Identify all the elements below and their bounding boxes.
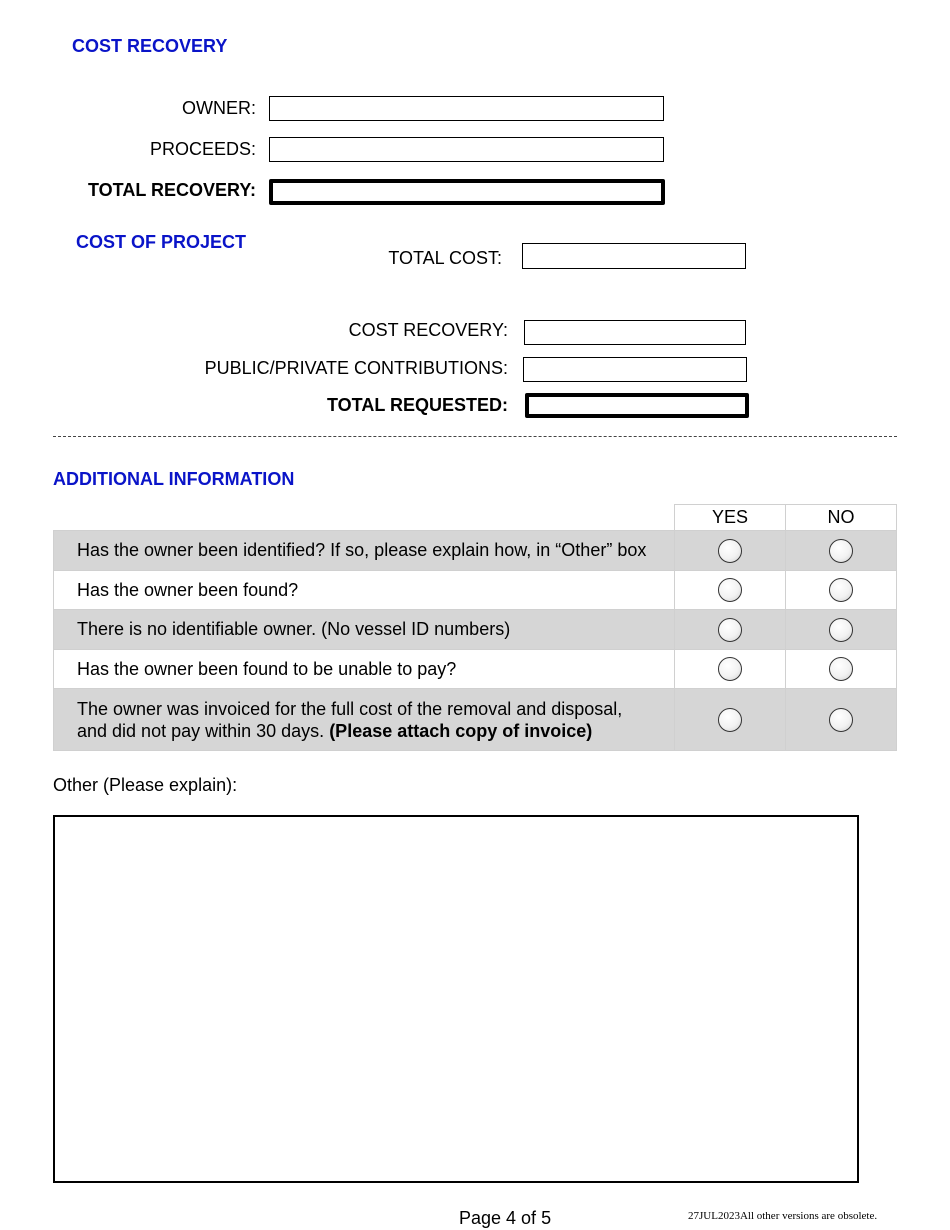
no-radio[interactable] [829, 618, 853, 642]
project-cost-recovery-field[interactable] [524, 320, 746, 345]
yes-radio[interactable] [718, 657, 742, 681]
additional-info-title: ADDITIONAL INFORMATION [53, 469, 295, 489]
no-radio[interactable] [829, 539, 853, 563]
additional-info-table [53, 504, 897, 751]
yes-radio[interactable] [718, 708, 742, 732]
question-text: Has the owner been identified? If so, please explain how, in “Other” box [54, 531, 675, 571]
table-row [54, 650, 897, 689]
proceeds-field[interactable] [269, 137, 664, 162]
proceeds-label: PROCEEDS: [149, 139, 256, 159]
no-column-header: NO [786, 505, 897, 531]
table-row [54, 531, 897, 571]
total-requested-label: TOTAL REQUESTED: [326, 395, 508, 415]
question-text [54, 689, 675, 751]
table-row [54, 610, 897, 650]
yes-radio[interactable] [718, 618, 742, 642]
table-header-row [54, 505, 897, 531]
table-row [54, 571, 897, 610]
yes-column-header: YES [675, 505, 786, 531]
total-recovery-field[interactable] [269, 179, 665, 205]
version-note: 27JUL2023All other versions are obsolete. [688, 1210, 878, 1222]
other-explanation-textarea[interactable] [53, 815, 859, 1183]
section-divider [53, 436, 897, 437]
total-requested-field[interactable] [525, 393, 749, 418]
page-number: Page 4 of 5 [459, 1208, 552, 1228]
project-cost-recovery-label: COST RECOVERY: [348, 320, 508, 340]
question-text: There is no identifiable owner. (No vessel ID numbers) [54, 610, 675, 650]
no-radio[interactable] [829, 578, 853, 602]
owner-label: OWNER: [182, 98, 256, 118]
yes-radio[interactable] [718, 539, 742, 563]
total-recovery-label: TOTAL RECOVERY: [87, 180, 256, 200]
table-row [54, 689, 897, 751]
question-5-text: The owner was invoiced for the full cost of the removal and disposal, and did not pay within 30 days. [77, 698, 623, 741]
contributions-label: PUBLIC/PRIVATE CONTRIBUTIONS: [204, 358, 508, 378]
cost-of-project-title: COST OF PROJECT [76, 232, 247, 252]
total-cost-label: TOTAL COST: [388, 248, 502, 268]
no-radio[interactable] [829, 708, 853, 732]
cost-recovery-title: COST RECOVERY [72, 36, 228, 56]
owner-field[interactable] [269, 96, 664, 121]
header-spacer [54, 505, 675, 531]
question-text: Has the owner been found? [54, 571, 675, 610]
other-label: Other (Please explain): [53, 775, 238, 795]
no-radio[interactable] [829, 657, 853, 681]
question-text: Has the owner been found to be unable to pay? [54, 650, 675, 689]
total-cost-field[interactable] [522, 243, 746, 269]
contributions-field[interactable] [523, 357, 747, 382]
question-5-bold-note: (Please attach copy of invoice) [329, 720, 593, 741]
yes-radio[interactable] [718, 578, 742, 602]
